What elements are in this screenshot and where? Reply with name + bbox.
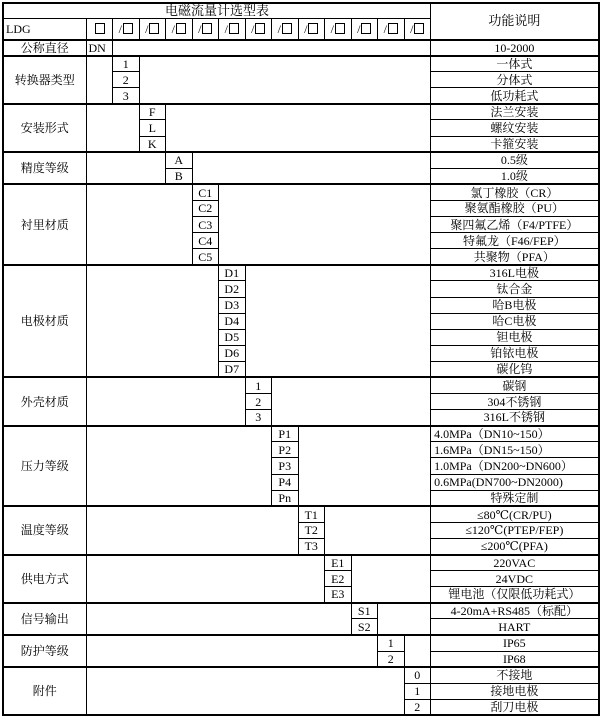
code-cell: P3 — [272, 458, 299, 474]
code-box-icon — [388, 23, 398, 34]
model-code-box — [325, 19, 352, 40]
spacer-cell — [325, 506, 431, 554]
function-value: 不接地 — [431, 667, 599, 683]
code-box-icon — [176, 23, 186, 34]
slash-separator: / — [171, 21, 175, 36]
slash-separator: / — [145, 21, 149, 36]
code-cell: 3 — [113, 88, 140, 104]
slash-separator: / — [383, 21, 387, 36]
code-cell: 2 — [378, 651, 405, 667]
function-value: 钛合金 — [431, 281, 599, 297]
code-box-icon — [282, 23, 292, 34]
slash-separator: / — [330, 21, 334, 36]
spacer-cell — [272, 377, 431, 425]
code-cell: K — [139, 136, 166, 152]
code-cell: D2 — [219, 281, 246, 297]
function-value: 0.6MPa(DN700~DN2000) — [431, 474, 599, 490]
code-cell: S2 — [351, 619, 378, 635]
spacer-cell — [166, 104, 431, 152]
code-cell: D5 — [219, 329, 246, 345]
function-value: 哈C电极 — [431, 313, 599, 329]
group-label: 防护等级 — [3, 635, 86, 667]
function-value: 1.0MPa（DN200~DN600） — [431, 458, 599, 474]
function-value: 锂电池（仅限低功耗式） — [431, 587, 599, 603]
spacer-cell — [86, 104, 139, 152]
function-value: 共聚物（PFA） — [431, 249, 599, 265]
group-label: 温度等级 — [3, 506, 86, 554]
slash-separator: / — [410, 21, 414, 36]
function-value: 刮刀电极 — [431, 699, 599, 715]
function-value: 316L电极 — [431, 265, 599, 281]
code-cell: C2 — [192, 200, 219, 216]
function-value: 钽电极 — [431, 329, 599, 345]
code-cell: D1 — [219, 265, 246, 281]
spacer-cell — [404, 635, 431, 667]
code-cell: 2 — [245, 394, 272, 410]
model-code-box — [298, 19, 325, 40]
spacer-cell — [139, 56, 431, 104]
spacer-cell — [219, 184, 431, 264]
model-code-box — [113, 19, 140, 40]
model-code-box — [245, 19, 272, 40]
function-column-header: 功能说明 — [431, 3, 599, 40]
code-cell: C4 — [192, 233, 219, 249]
code-cell: C3 — [192, 217, 219, 233]
function-value: 304不锈钢 — [431, 394, 599, 410]
function-value: 低功耗式 — [431, 88, 599, 104]
function-value: 法兰安装 — [431, 104, 599, 120]
spacer-cell — [86, 184, 192, 264]
group-label: 附件 — [3, 667, 86, 715]
model-code-box — [404, 19, 431, 40]
group-label: 转换器类型 — [3, 56, 86, 104]
function-value: 接地电极 — [431, 683, 599, 699]
function-value: 一体式 — [431, 56, 599, 72]
function-value: ≤120℃(PTEP/FEP) — [431, 522, 599, 538]
spacer-cell — [378, 603, 431, 635]
code-cell: T1 — [298, 506, 325, 522]
spacer-cell — [86, 506, 298, 554]
code-cell: D7 — [219, 361, 246, 377]
code-cell: T3 — [298, 538, 325, 554]
code-cell: T2 — [298, 522, 325, 538]
code-cell: L — [139, 120, 166, 136]
slash-separator: / — [304, 21, 308, 36]
function-value: 分体式 — [431, 72, 599, 88]
code-cell: F — [139, 104, 166, 120]
code-cell: P1 — [272, 426, 299, 442]
function-value: 10-2000 — [431, 40, 599, 56]
code-cell: C5 — [192, 249, 219, 265]
code-cell: A — [166, 152, 193, 168]
code-cell: 3 — [245, 410, 272, 426]
code-cell: 1 — [378, 635, 405, 651]
model-selection-table — [2, 2, 600, 716]
code-box-icon — [149, 23, 159, 34]
function-value: ≤80℃(CR/PU) — [431, 506, 599, 522]
model-code-box — [272, 19, 299, 40]
slash-separator: / — [118, 21, 122, 36]
code-cell: 1 — [113, 56, 140, 72]
code-cell: C1 — [192, 184, 219, 200]
group-label: 信号输出 — [3, 603, 86, 635]
model-code-box — [139, 19, 166, 40]
group-label: 衬里材质 — [3, 184, 86, 264]
spacer-cell — [86, 667, 404, 715]
spacer-cell — [113, 40, 431, 56]
model-code-box — [351, 19, 378, 40]
table-title: 电磁流量计选型表 — [3, 3, 431, 19]
function-value: 铂铱电极 — [431, 345, 599, 361]
code-cell: E1 — [325, 555, 352, 571]
slash-separator: / — [277, 21, 281, 36]
code-box-icon — [361, 23, 371, 34]
code-box-icon — [414, 23, 424, 34]
group-label: 精度等级 — [3, 152, 86, 184]
function-value: 卡箍安装 — [431, 136, 599, 152]
code-box-icon — [95, 23, 105, 34]
code-cell: D4 — [219, 313, 246, 329]
code-cell: 1 — [404, 683, 431, 699]
code-cell: DN — [86, 40, 113, 56]
code-cell: E3 — [325, 587, 352, 603]
function-value: 哈B电极 — [431, 297, 599, 313]
function-value: 4-20mA+RS485（标配） — [431, 603, 599, 619]
function-value: 220VAC — [431, 555, 599, 571]
function-value: 0.5级 — [431, 152, 599, 168]
model-code-box — [166, 19, 193, 40]
code-box-icon — [335, 23, 345, 34]
spacer-cell — [86, 56, 113, 104]
function-value: 1.6MPa（DN15~150） — [431, 442, 599, 458]
function-value: IP68 — [431, 651, 599, 667]
spacer-cell — [192, 152, 431, 184]
model-prefix: LDG — [3, 19, 86, 40]
group-label: 压力等级 — [3, 426, 86, 506]
spacer-cell — [245, 265, 431, 378]
function-value: 聚氨酯橡胶（PU） — [431, 200, 599, 216]
function-value: 碳钢 — [431, 377, 599, 393]
spacer-cell — [86, 555, 325, 603]
code-cell: 0 — [404, 667, 431, 683]
function-value: 1.0级 — [431, 168, 599, 184]
slash-separator: / — [357, 21, 361, 36]
group-label: 电极材质 — [3, 265, 86, 378]
spacer-cell — [86, 603, 351, 635]
slash-separator: / — [251, 21, 255, 36]
code-cell: B — [166, 168, 193, 184]
spacer-cell — [86, 426, 272, 506]
model-code-box — [86, 19, 113, 40]
function-value: 4.0MPa（DN10~150） — [431, 426, 599, 442]
code-cell: 2 — [404, 699, 431, 715]
group-label: 安装形式 — [3, 104, 86, 152]
function-value: 螺纹安装 — [431, 120, 599, 136]
spacer-cell — [298, 426, 431, 506]
group-label: 外壳材质 — [3, 377, 86, 425]
code-cell: 1 — [245, 377, 272, 393]
function-value: ≤200℃(PFA) — [431, 538, 599, 554]
function-value: 聚四氟乙烯（F4/PTFE） — [431, 217, 599, 233]
spacer-cell — [86, 377, 245, 425]
function-value: 氯丁橡胶（CR） — [431, 184, 599, 200]
code-cell: S1 — [351, 603, 378, 619]
function-value: HART — [431, 619, 599, 635]
code-cell: E2 — [325, 571, 352, 587]
function-value: 特氟龙（F46/FEP） — [431, 233, 599, 249]
code-cell: Pn — [272, 490, 299, 506]
slash-separator: / — [198, 21, 202, 36]
code-box-icon — [229, 23, 239, 34]
model-code-box — [378, 19, 405, 40]
function-value: IP65 — [431, 635, 599, 651]
function-value: 316L不锈钢 — [431, 410, 599, 426]
function-value: 特殊定制 — [431, 490, 599, 506]
spacer-cell — [351, 555, 431, 603]
code-box-icon — [255, 23, 265, 34]
spacer-cell — [86, 635, 378, 667]
model-code-box — [192, 19, 219, 40]
group-label: 公称直径 — [3, 40, 86, 56]
function-value: 碳化钨 — [431, 361, 599, 377]
function-value: 24VDC — [431, 571, 599, 587]
spacer-cell — [86, 152, 166, 184]
code-box-icon — [123, 23, 133, 34]
code-cell: 2 — [113, 72, 140, 88]
code-cell: P2 — [272, 442, 299, 458]
model-code-box — [219, 19, 246, 40]
group-label: 供电方式 — [3, 555, 86, 603]
code-box-icon — [308, 23, 318, 34]
spacer-cell — [86, 265, 219, 378]
slash-separator: / — [224, 21, 228, 36]
code-cell: P4 — [272, 474, 299, 490]
code-cell: D6 — [219, 345, 246, 361]
code-cell: D3 — [219, 297, 246, 313]
code-box-icon — [202, 23, 212, 34]
